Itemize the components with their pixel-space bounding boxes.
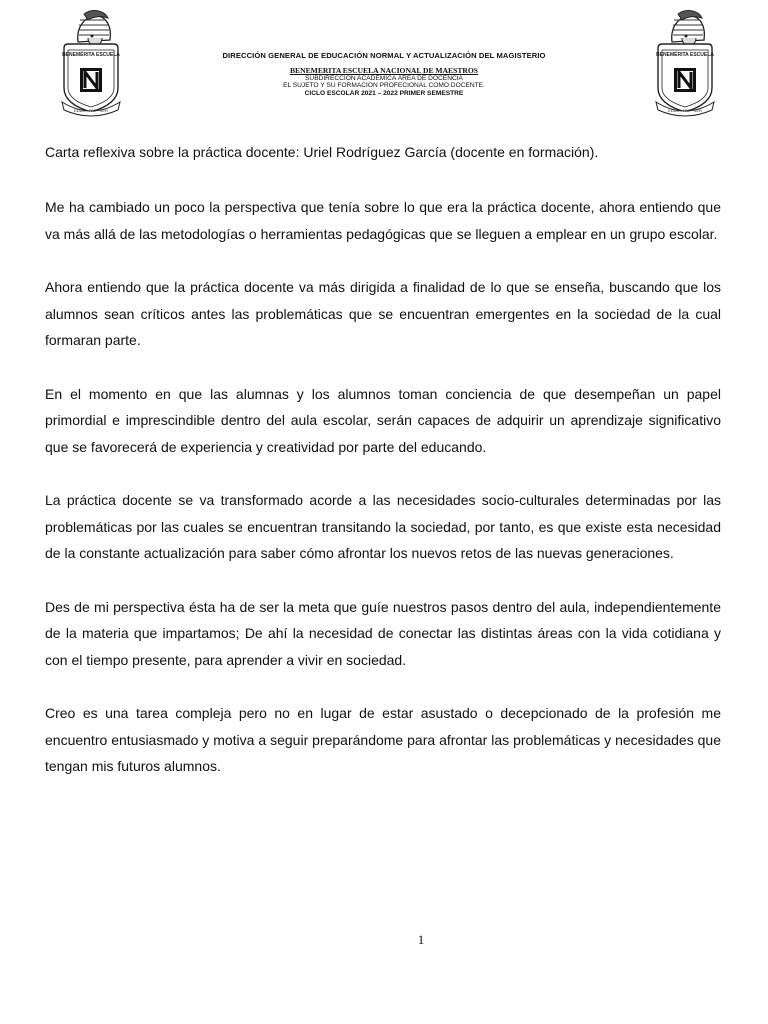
helmet-icon	[78, 11, 111, 46]
paragraph: La práctica docente se va transformado acorde a las necesidades socio-culturales determinadas por las problemáticas por las cuales se encuentran transitando la sociedad, por tanto, es que existe esta necesidad de la constante actualización para saber cómo afrontar los nuevos retos de las nuevas generaciones.	[45, 492, 721, 561]
crest-bottom-text: EDUC · PAT · SER	[668, 108, 702, 113]
paragraph: Des de mi perspectiva ésta ha de ser la meta que guíe nuestros pasos dentro del aula, independientemente de la materia que impartamos; De ahí la necesidad de conectar las distintas áreas con la vida cotidiana y con el tiempo presente, para aprender a vivir en sociedad.	[45, 598, 721, 668]
paragraph: Ahora entiendo que la práctica docente va más dirigida a finalidad de lo que se enseña, buscando que los alumnos sean críticos antes las problemáticas que se encuentran emergentes en la sociedad de la cual formaran parte.	[45, 279, 721, 348]
crest-bottom-text: EDUC · PAT · SER	[74, 108, 108, 113]
helmet-icon	[672, 11, 705, 46]
crest-top-text: BENEMÉRITA ESCUELA	[62, 52, 120, 58]
header-line-5: CICLO ESCOLAR 2021 – 2022 PRIMER SEMESTRE	[304, 89, 464, 97]
paragraph: Me ha cambiado un poco la perspectiva que tenía sobre lo que era la práctica docente, ahora entiendo que va más allá de las metodologías o herramientas pedagógicas que se lleguen a emplear en un grupo escolar.	[45, 199, 721, 242]
header-line-4: EL SUJETO Y SU FORMACION PROFECIONAL COMO DOCENTE.	[283, 82, 485, 90]
paragraph: Creo es una tarea compleja pero no en lugar de estar asustado o decepcionado de la profesión me encuentro entusiasmado y motiva a seguir preparándome para afrontar las problemáticas y necesidades que tengan mis futuros alumnos.	[45, 705, 721, 774]
school-crest-logo-right	[652, 8, 718, 120]
page-number: 1	[417, 932, 425, 947]
institution-header	[150, 52, 618, 97]
paragraph: En el momento en que las alumnas y los alumnos toman conciencia de que desempeñan un papel primordial e imprescindible dentro del aula escolar, serán capaces de adquirir un aprendizaje significativo que se favorecerá de experiencia y creatividad por parte del educando.	[45, 385, 721, 455]
header-line-1: DIRECCIÓN GENERAL DE EDUCACIÓN NORMAL Y ACTUALIZACIÓN DEL MAGISTERIO	[222, 51, 546, 60]
header-line-2: BENEMERITA ESCUELA NACIONAL DE MAESTROS	[289, 65, 479, 75]
document-body	[45, 194, 721, 807]
crest-top-text: BENEMÉRITA ESCUELA	[656, 52, 714, 58]
document-title: Carta reflexiva sobre la práctica docente: Uriel Rodríguez García (docente en formación).	[45, 144, 599, 160]
header-line-3: SUBDIRECCIÓN ACADÉMICA ÁREA DE DOCENCIA	[305, 75, 463, 82]
school-crest-logo-left	[58, 8, 124, 120]
